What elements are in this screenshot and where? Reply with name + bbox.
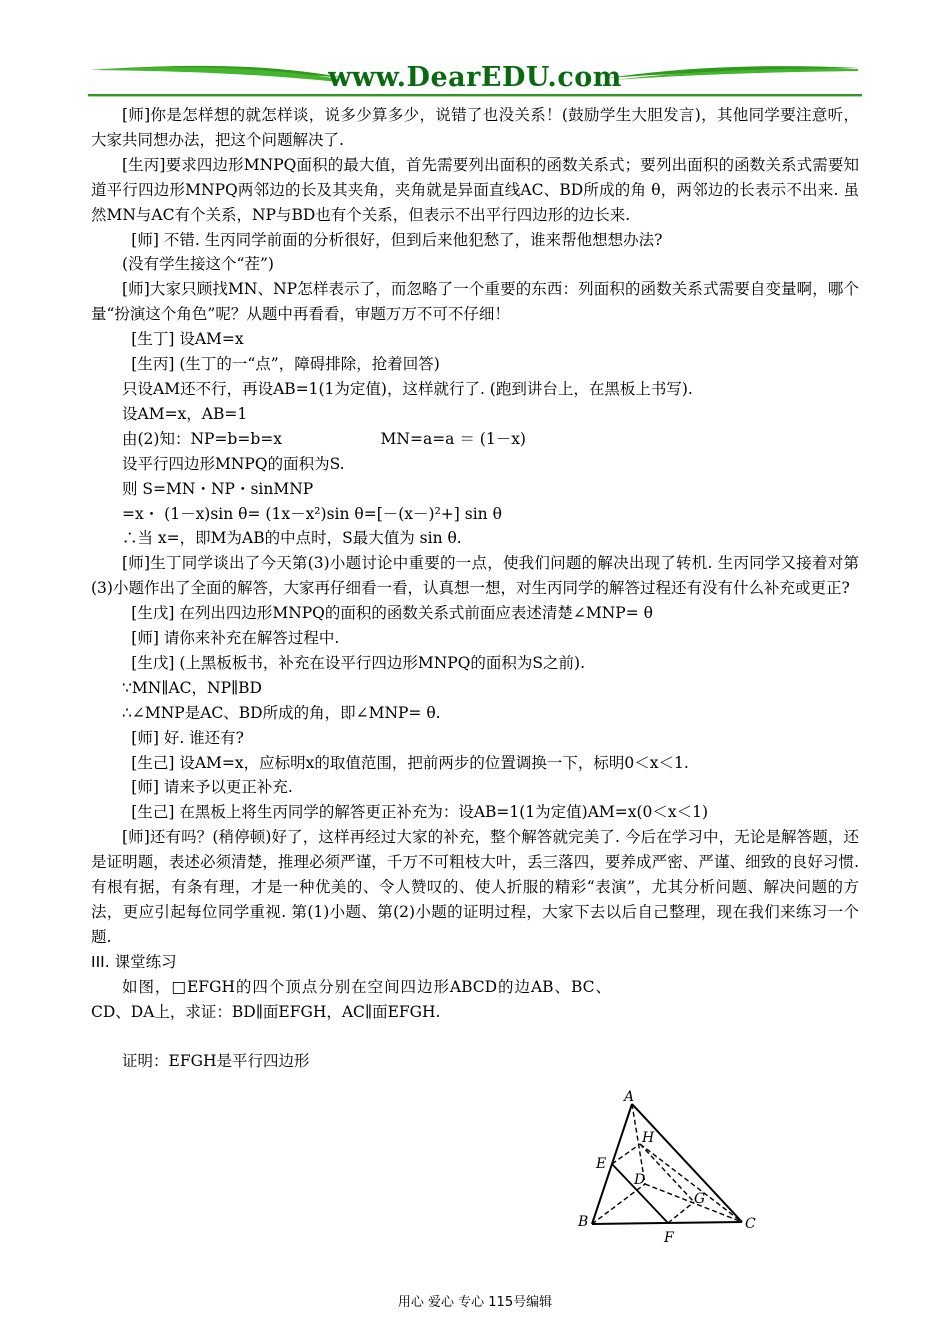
paragraph-proof-2: ∴∠MNP是AC、BD所成的角，即∠MNP= θ. [122, 703, 441, 722]
tetrahedron-diagram [570, 1090, 770, 1250]
paragraph-student-ding-1: [生丁] 设AM=x [131, 330, 244, 349]
paragraph-solution-3: 由(2)知：NP=b=b=x MN=a=a ＝ (1－x) [122, 429, 526, 448]
paragraph-student-ji-2: [生己] 在黑板上将生丙同学的解答更正补充为：设AB=1(1为定值)AM=x(0＜x＜1) [131, 803, 709, 822]
label-a: A [624, 1090, 635, 1105]
paragraph-student-wu-1: [生戊] 在列出四边形MNPQ的面积的函数关系式前面应表述清楚∠MNP= θ [131, 604, 653, 623]
paragraph-solution-6: =x・ (1－x)sin θ= (1x－x²)sin θ=[－(x－)²+] sin θ [122, 504, 502, 523]
edge-hg [640, 1144, 694, 1202]
tetrahedron-figure [570, 1090, 770, 1250]
page-footer: 用心 爱心 专心 115号编辑 [397, 1295, 553, 1310]
paragraph-teacher-1: [师]你是怎样想的就怎样谈，说多少算多少，说错了也没关系！(鼓励学生大胆发言)，其他同学要注意听，大家共同想办法，把这个问题解决了. [91, 106, 859, 149]
paragraph-teacher-8: [师]还有吗？(稍停顿)好了，这样再经过大家的补充，整个解答就完美了. 今后在学习中，无论是解答题，还是证明题，表述必须清楚，推理必须严谨，千万不可粗枝大叶，丢三落四，要养成严密、严谨、细致的良好习惯. 有根有据，有条有理，才是一种优美的、令人赞叹的、使人折服的精彩“表演”，尤其分析问题、解决问题的方法，更应引起每位同学重视. 第(1)小题、第(2)小题的证明过程，大家下去以后自己整理，现在我们来练习一个题. [91, 828, 859, 946]
paragraph-solution-4: 设平行四边形MNPQ的面积为S. [122, 454, 345, 473]
lesson-text [91, 103, 859, 1073]
paragraph-solution-5: 则 S=MN・NP・sinMNP [122, 479, 314, 498]
paragraph-solution-2: 设AM=x，AB=1 [122, 404, 248, 423]
paragraph-teacher-2: [师] 不错. 生丙同学前面的分析很好，但到后来他犯愁了，谁来帮他想想办法? [131, 230, 663, 249]
label-f: F [664, 1230, 674, 1246]
label-d: D [634, 1172, 646, 1188]
edge-bd [592, 1184, 645, 1224]
paragraph-proof-1: ∵MN∥AC，NP∥BD [122, 678, 262, 697]
paragraph-student-bing-2: [生丙] (生丁的一“点”，障碍排除，抢着回答) [131, 355, 440, 374]
paragraph-note-1: (没有学生接这个“茬”) [122, 255, 274, 274]
edge-fg [668, 1202, 694, 1223]
label-g: G [694, 1191, 706, 1207]
paragraph-teacher-5: [师] 请你来补充在解答过程中. [131, 629, 340, 648]
label-b: B [578, 1214, 589, 1230]
label-c: C [745, 1216, 756, 1232]
site-logo: www.DearEDU.com [328, 62, 622, 93]
edge-ac [632, 1104, 742, 1222]
label-e: E [596, 1156, 607, 1172]
paragraph-teacher-6: [师] 好. 谁还有? [131, 728, 244, 747]
label-h: H [642, 1130, 655, 1146]
paragraph-solution-7: ∴当 x=，即M为AB的中点时，S最大值为 sin θ. [122, 529, 462, 548]
paragraph-solution-1: 只设AM还不行，再设AB=1(1为定值)，这样就行了. (跑到讲台上，在黑板上书写). [122, 379, 693, 398]
paragraph-teacher-4: [师]生丁同学谈出了今天第(3)小题讨论中重要的一点，使我们问题的解决出现了转机. 生丙同学又接着对第(3)小题作出了全面的解答，大家再仔细看一看，认真想一想，对生丙同学的解答过程还有没有什么补充或更正? [91, 554, 859, 598]
paragraph-teacher-3: [师]大家只顾找MN、NP怎样表示了，而忽略了一个重要的东西：列面积的函数关系式需要自变量啊，哪个量“扮演这个角色”呢？从题中再看看，审题万万不可不仔细！ [91, 280, 859, 324]
paragraph-proof-start: 证明：EFGH是平行四边形 [122, 1051, 310, 1070]
paragraph-exercise: 如图，□EFGH的四个顶点分别在空间四边形ABCD的边AB、BC、CD、DA上，求证：BD∥面EFGH，AC∥面EFGH. [91, 977, 611, 1021]
section-heading-practice: III. 课堂练习 [91, 952, 177, 971]
paragraph-student-bing-1: [生丙]要求四边形MNPQ面积的最大值，首先需要列出面积的函数关系式；要列出面积的函数关系式需要知道平行四边形MNPQ两邻边的长及其夹角，夹角就是异面直线AC、BD所成的角 θ，两邻边的长表示不出来. 虽然MN与AC有个关系，NP与BD也有个关系，但表示不出平行四边形的边长来. [91, 155, 859, 224]
paragraph-student-ji-1: [生己] 设AM=x，应标明x的取值范围，把前两步的位置调换一下，标明0＜x＜1. [131, 753, 689, 772]
paragraph-teacher-7: [师] 请来予以更正补充. [131, 778, 293, 797]
paragraph-student-wu-2: [生戊] (上黑板板书，补充在设平行四边形MNPQ的面积为S之前). [131, 653, 586, 672]
page-header [88, 58, 862, 100]
